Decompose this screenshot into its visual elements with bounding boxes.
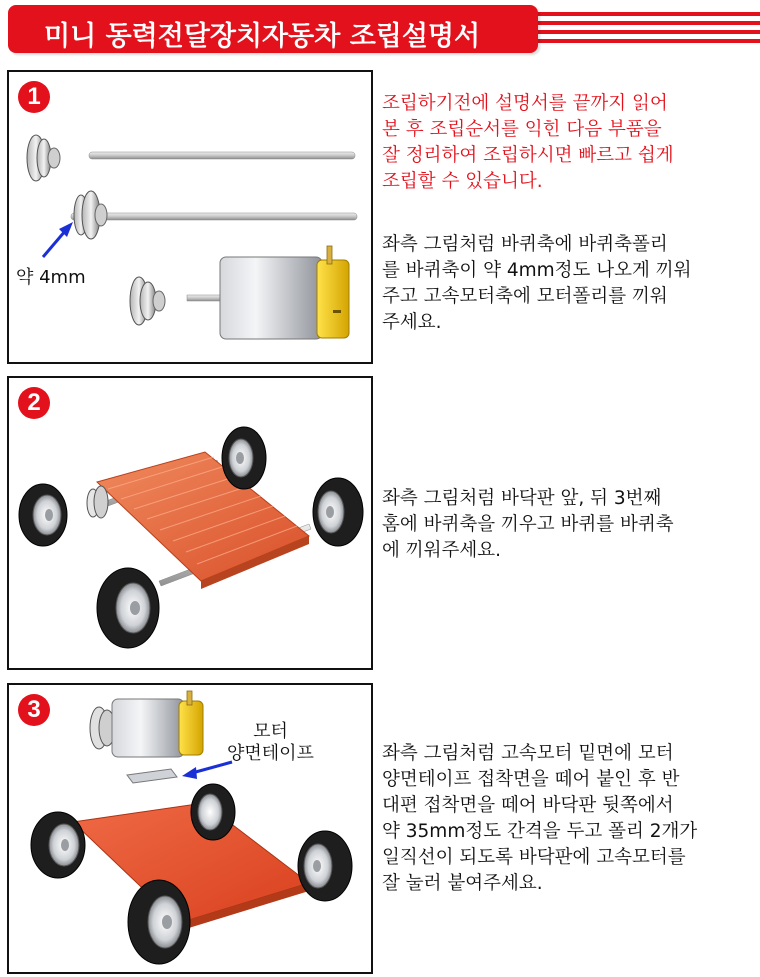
- wheel-rear-left: [19, 484, 67, 546]
- header-stripe: [530, 30, 760, 34]
- wheel-rear-right: [222, 427, 266, 489]
- callout-line: 모터: [253, 721, 288, 742]
- text-line: 좌측 그림처럼 바닥판 앞, 뒤 3번째: [382, 488, 662, 509]
- text-line: 주세요.: [382, 312, 442, 333]
- high-speed-motor: [90, 691, 203, 757]
- wheel-rear-left: [31, 812, 85, 878]
- step-3-badge: 3: [18, 694, 50, 726]
- wheel-front-right: [313, 478, 363, 546]
- double-sided-tape: [127, 769, 177, 783]
- title-banner: [8, 5, 538, 53]
- step-2-badge: 2: [18, 387, 50, 419]
- step-1-illustration: [9, 72, 371, 362]
- callout-line: 양면테이프: [227, 743, 314, 764]
- step-2-instruction-text: [382, 486, 752, 564]
- wheel-pulley: [27, 135, 60, 181]
- step-1-instruction-text: [382, 232, 752, 336]
- step-3-illustration: [9, 685, 371, 972]
- header-stripe: [530, 12, 760, 16]
- pointer-arrow-icon: [43, 222, 73, 257]
- text-line: 잘 정리하여 조립하시면 빠르고 쉽게: [382, 145, 674, 166]
- wheel-front-left: [97, 568, 159, 648]
- step-2-panel: [7, 376, 373, 670]
- text-line: 조립할 수 있습니다.: [382, 171, 543, 192]
- step-1-badge: 1: [18, 81, 50, 113]
- text-line: 좌측 그림처럼 고속모터 밑면에 모터: [382, 743, 674, 764]
- wheel-shaft: [89, 152, 355, 159]
- step-2-illustration: [9, 378, 371, 668]
- text-line: 주고 고속모터축에 모터폴리를 끼워: [382, 286, 668, 307]
- axle-pulley: [87, 486, 108, 518]
- text-line: 약 35mm정도 간격을 두고 폴리 2개가: [382, 821, 698, 842]
- text-line: 잘 눌러 붙여주세요.: [382, 873, 543, 894]
- step-1-panel: [7, 70, 373, 364]
- step-1-intro-text: [382, 91, 752, 195]
- step-3-panel: [7, 683, 373, 974]
- chassis-board: [73, 803, 309, 931]
- wheel-rear-right: [191, 784, 235, 840]
- text-line: 좌측 그림처럼 바퀴축에 바퀴축폴리: [382, 234, 668, 255]
- text-line: 홈에 바퀴축을 끼우고 바퀴를 바퀴축: [382, 514, 674, 535]
- motor-pulley: [130, 277, 165, 325]
- text-line: 본 후 조립순서를 익힌 다음 부품을: [382, 119, 662, 140]
- wheel-front-right: [298, 831, 352, 901]
- text-line: 에 끼워주세요.: [382, 540, 501, 561]
- high-speed-motor: [187, 246, 349, 339]
- header: [0, 0, 760, 62]
- text-line: 를 바퀴축이 약 4mm정도 나오게 끼워: [382, 260, 692, 281]
- shaft-with-pulley: [71, 191, 357, 239]
- text-line: 일직선이 되도록 바닥판에 고속모터를: [382, 847, 686, 868]
- header-stripe: [530, 21, 760, 25]
- text-line: 대편 접착면을 떼어 바닥판 뒷쪽에서: [382, 795, 674, 816]
- text-line: 양면테이프 접착면을 떼어 붙인 후 반: [382, 769, 680, 790]
- header-stripe: [530, 39, 760, 43]
- wheel-front-left: [128, 880, 190, 964]
- step-3-callout: [227, 721, 314, 765]
- step-3-instruction-text: [382, 741, 752, 897]
- text-line: 조립하기전에 설명서를 끝까지 읽어: [382, 93, 668, 114]
- step-1-callout: 약 4mm: [16, 267, 86, 288]
- pointer-arrow-icon: [182, 762, 232, 779]
- page-title: 미니 동력전달장치자동차 조립설명서: [44, 21, 481, 52]
